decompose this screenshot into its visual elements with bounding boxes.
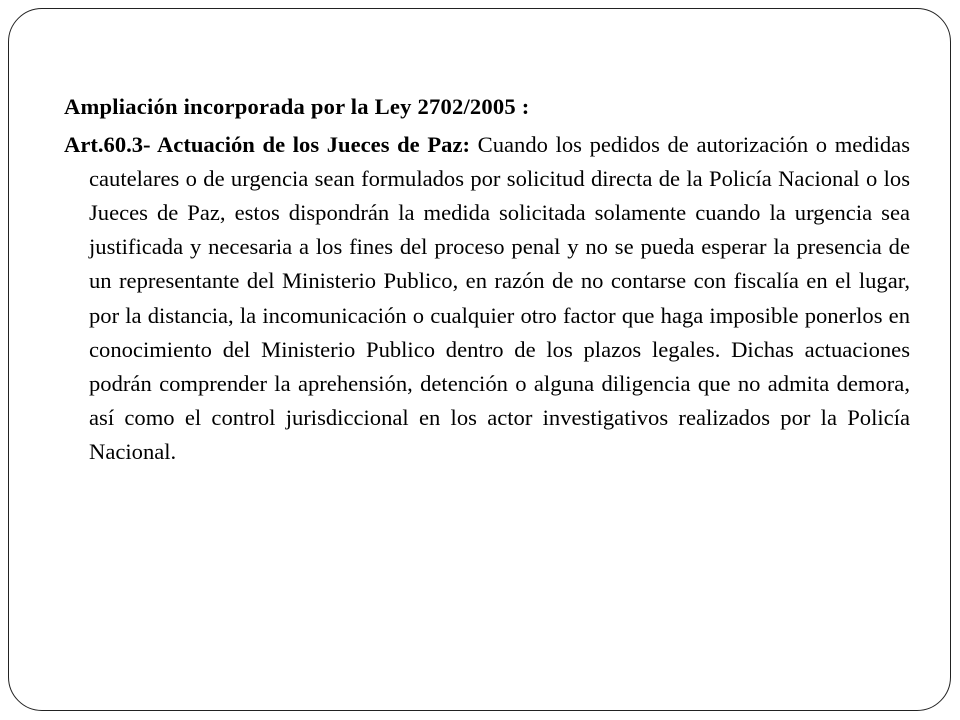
slide-content	[64, 90, 910, 469]
article-title: Art.60.3- Actuación de los Jueces de Paz:	[64, 132, 471, 158]
article-paragraph	[64, 128, 910, 469]
article-body: Cuando los pedidos de autorización o medidas cautelares o de urgencia sean formulados por solicitud directa de la Policía Nacional o los Jueces de Paz, estos dispondrán la medida solicitada solamente cuando la urgencia sea justificada y necesaria a los fines del proceso penal y no se pueda esperar la presencia de un representante del Ministerio Publico, en razón de no contarse con fiscalía en el lugar, por la distancia, la incomunicación o cualquier otro factor que haga imposible ponerlos en conocimiento del Ministerio Publico dentro de los plazos legales. Dichas actuaciones podrán comprender la aprehensión, detención o alguna diligencia que no admita demora, así como el control jurisdiccional en los actor investigativos realizados por la Policía Nacional.	[89, 132, 910, 464]
slide-heading: Ampliación incorporada por la Ley 2702/2005 :	[64, 94, 530, 119]
